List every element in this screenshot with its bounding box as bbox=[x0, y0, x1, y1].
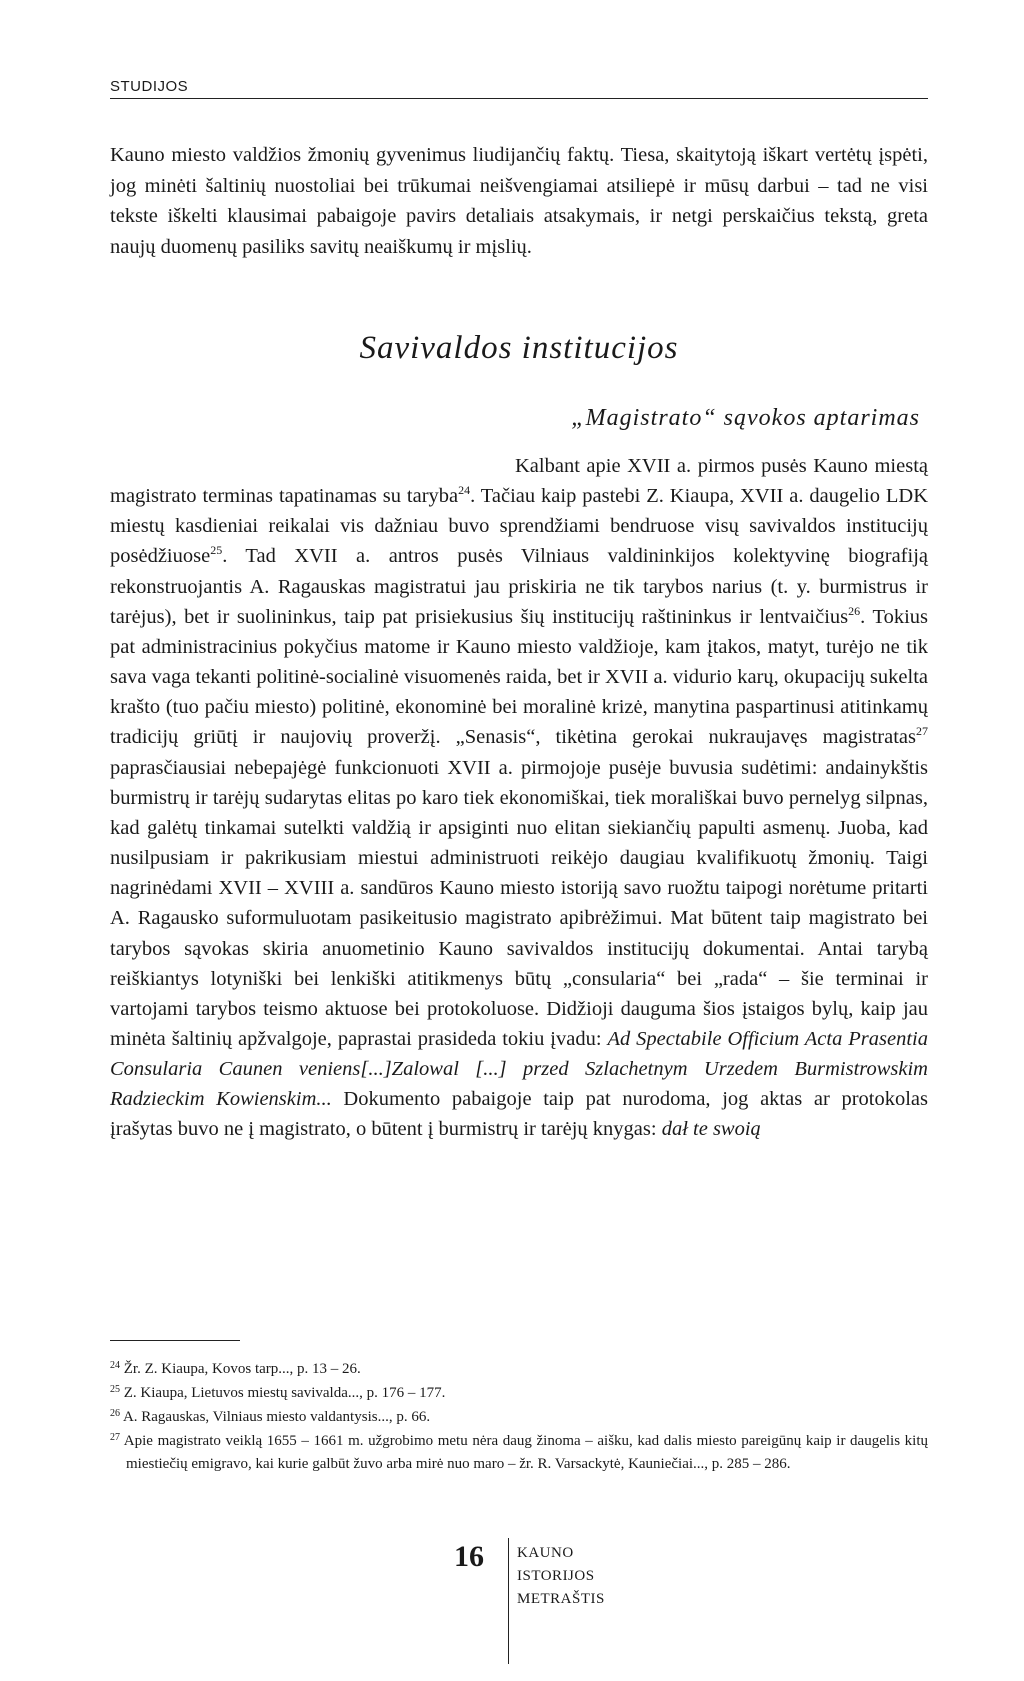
footnote-number: 24 bbox=[110, 1360, 120, 1371]
footnote-text: A. Ragauskas, Vilniaus miesto valdantysis..., p. 66. bbox=[122, 1409, 431, 1425]
text-run: . Tad XVII a. antros pusės Vilniaus valdininkijos kolektyvinę biografiją rekonstruojantis A. Ragauskas magistratui jau priskiria ne tik tarybos narius (t. y. burmistrus ir tarėjus), bet ir suolininkus, taip pat prisiekusius šių institucijų raštininkus ir lentvaičius bbox=[110, 545, 928, 628]
footnote-ref-25[interactable]: 25 bbox=[210, 543, 223, 558]
footnotes bbox=[110, 1358, 928, 1477]
subsection-title: „Magistrato“ sąvokos aptarimas bbox=[571, 405, 920, 431]
page-number: 16 bbox=[454, 1540, 484, 1573]
latin-quote: Ad Spectabile Officium Acta Prasentia Consularia Caunen veniens[...]Zalowal [...] przed Szlachetnym Urzedem Burmistrowskim Radzieckim Kowienskim... bbox=[110, 1027, 928, 1111]
colophon-line: METRAŠTIS bbox=[517, 1591, 605, 1607]
footnote-text: Z. Kiaupa, Lietuvos miestų savivalda..., p. 176 – 177. bbox=[123, 1385, 446, 1401]
colophon-line: KAUNO bbox=[517, 1545, 574, 1561]
section-title: Savivaldos institucijos bbox=[359, 330, 679, 366]
footnote-26 bbox=[110, 1406, 928, 1429]
running-head: STUDIJOS bbox=[110, 78, 928, 99]
text-run: . Tokius pat administracinius pokyčius matome ir Kauno miesto valdžioje, kam įtakos, matyt, turėjo ne tik sava vaga tekanti politinė-socialinė visuomenės raida, bet ir XVII a. vidurio karų, okupacijų sukelta krašto (tuo pačiu miesto) politinė, ekonominė bei moralinė krizė, manytina paspartinusi atitinkamų tradicijų griūtį ir naujovių proveržį. „Senasis“, tikėtina gerokai nukraujavęs magistratas bbox=[110, 605, 928, 749]
closing-quote: dał te swoią bbox=[661, 1118, 761, 1141]
footnote-ref-26[interactable]: 26 bbox=[848, 603, 861, 618]
footnote-ref-24[interactable]: 24 bbox=[458, 483, 471, 498]
footnote-number: 27 bbox=[110, 1432, 120, 1443]
colophon-line: ISTORIJOS bbox=[517, 1568, 595, 1584]
intro-paragraph bbox=[110, 140, 928, 263]
main-paragraph-text bbox=[110, 451, 928, 1145]
footnote-ref-27[interactable]: 27 bbox=[916, 724, 928, 739]
text-run: . Tačiau kaip pastebi Z. Kiaupa, XVII a. daugelio LDK miestų kasdieniai reikalai vis dažniau buvo sprendžiami bendruose visų savivaldos institucijų posėdžiuose bbox=[110, 485, 928, 568]
intro-text: Kauno miesto valdžios žmonių gyvenimus liudijančių faktų. Tiesa, skaitytoją iškart vertėtų įspėti, jog minėti šaltinių nuostoliai bei trūkumai neišvengiamai atsiliepė ir mūsų darbui – tad ne visi tekste iškelti klausimai pabaigoje pavirs detaliais atsakymais, ir netgi perskaičius tekstą, greta naujų duomenų pasiliks savitų neaiškumų ir mįslių. bbox=[110, 144, 928, 259]
footnote-24 bbox=[110, 1358, 928, 1381]
colophon-divider bbox=[508, 1538, 509, 1664]
journal-colophon bbox=[517, 1542, 605, 1611]
main-paragraph bbox=[110, 451, 928, 1145]
footnote-text: Apie magistrato veiklą 1655 – 1661 m. užgrobimo metu nėra daug žinoma – aišku, kad dalis miesto pareigūnų kaip ir daugelis kitų miestiečių emigravo, kai kurie galbūt žuvo arba mirė nuo maro – žr. R. Varsackytė, Kauniečiai..., p. 285 – 286. bbox=[123, 1433, 928, 1472]
text-run: paprasčiausiai nebepajėgė funkcionuoti XVII a. pirmojoje pusėje buvusia sudėtimi: andainykštis burmistrų ir tarėjų sudarytas elitas po karo tiek ekonomiškai, tiek morališkai buvo pernelyg silpnas, kad galėtų tinkamai sutelkti valdžią ir apsiginti nuo elitan siekiančių papulti asmenų. Juoba, kad nusilpusiam ir pakrikusiam miestui administruoti reikėjo daugiau kvalifikuotų žmonių. Taigi nagrinėdami XVII – XVIII a. sandūros Kauno miesto istoriją savo ruožtu taipogi norėtume pritarti A. Ragausko suformuluotam pasikeitusio magistrato apibrėžimui. Mat būtent taip magistrato bei tarybos sąvokas skiria anuometinio Kauno savivaldos institucijų dokumentai. Antai tarybą reiškiantys lotyniški bei lenkiški atitikmenys būtų „consularia“ bei „rada“ – šie terminai ir vartojami tarybos teismo aktuose bei protokoluose. Didžioji dauguma šios įstaigos bylų, kaip jau minėta šaltinių apžvalgoje, paprastai prasideda tokiu įvadu: bbox=[110, 756, 928, 1050]
footnote-25 bbox=[110, 1382, 928, 1405]
footnote-27 bbox=[110, 1430, 928, 1476]
footnote-divider bbox=[110, 1340, 240, 1341]
text-run: Kalbant apie XVII a. pirmos pusės Kauno miestą magistrato terminas tapatinamas su taryba bbox=[110, 455, 928, 508]
text-run: Dokumento pabaigoje taip pat nurodoma, jog aktas ar protokolas įrašytas buvo ne į magistrato, o būtent į burmistrų ir tarėjų knygas: bbox=[110, 1088, 928, 1141]
footnote-number: 26 bbox=[110, 1408, 120, 1419]
footnote-number: 25 bbox=[110, 1384, 120, 1395]
footnote-text: Žr. Z. Kiaupa, Kovos tarp..., p. 13 – 26. bbox=[123, 1361, 361, 1377]
